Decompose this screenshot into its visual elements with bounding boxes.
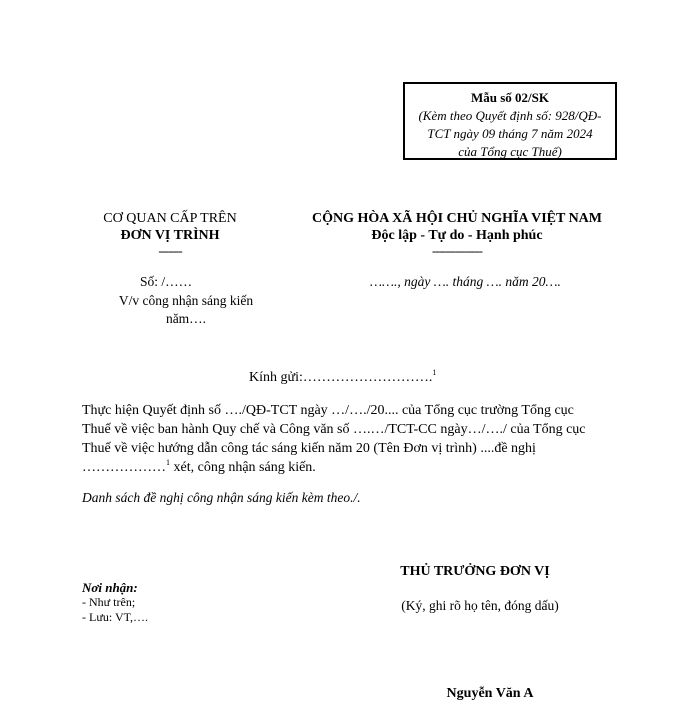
form-note-line-1: (Kèm theo Quyết định số: 928/QĐ- (418, 108, 602, 123)
body-line-1: Thực hiện Quyết định số …./QĐ-TCT ngày …/…./20.... của Tổng cục trường Tổng cục (82, 403, 574, 418)
distribution-item: - Như trên; (82, 595, 136, 609)
body-line-4 (82, 458, 622, 477)
attachment-note: Danh sách đề nghị công nhận sáng kiến kèm theo./. (82, 490, 361, 505)
distribution-list (82, 580, 148, 625)
form-code: Mẫu số 02/SK (470, 90, 549, 105)
signer-role: THỦ TRƯỞNG ĐƠN VỊ (400, 564, 550, 579)
unit-name: ĐƠN VỊ TRÌNH (120, 228, 220, 243)
body-line-2: Thuế về việc ban hành Quy chế và Công văn số ….…/TCT-CC ngày…/…./ của Tổng cục (82, 422, 586, 437)
national-header (282, 210, 632, 258)
recipient-label: Kính gửi:………………………. (249, 370, 433, 385)
distribution-item: - Lưu: VT,…. (82, 610, 149, 624)
recipient-line (249, 370, 436, 386)
national-divider: --------------- (432, 243, 482, 258)
agency-header (80, 210, 260, 258)
nation-title: CỘNG HÒA XÃ HỘI CHỦ NGHĨA VIỆT NAM (311, 211, 602, 226)
recipient-footnote: 1 (432, 368, 437, 377)
body-line-4-rest: xét, công nhận sáng kiến. (170, 460, 316, 475)
distribution-title: Nơi nhận: (82, 580, 138, 595)
form-note-line-3: của Tổng cục Thuế) (458, 144, 562, 159)
form-code-box (403, 82, 617, 160)
subject-line-2: năm…. (165, 311, 207, 326)
signer-name: Nguyễn Văn A (446, 686, 534, 701)
body-line-4-lead: ……………… (82, 460, 166, 475)
document-subject (96, 292, 276, 328)
body-line-3: Thuế về việc hướng dẫn công tác sáng kiến năm 20 (Tên Đơn vị trình) ....đề nghị (82, 441, 536, 456)
body-footnote: 1 (166, 458, 170, 467)
document-number: Số: /…… (140, 274, 193, 289)
agency-name: CƠ QUAN CẤP TRÊN (103, 211, 237, 226)
form-note-line-2: TCT ngày 09 tháng 7 năm 2024 (427, 126, 593, 141)
agency-divider: ------- (158, 243, 182, 258)
subject-line-1: V/v công nhận sáng kiến (118, 293, 254, 308)
signature-hint: (Ký, ghi rõ họ tên, đóng dấu) (401, 598, 559, 613)
body-paragraph (82, 401, 622, 477)
national-motto: Độc lập - Tự do - Hạnh phúc (371, 228, 543, 243)
document-date: ……., ngày …. tháng …. năm 20…. (370, 274, 561, 289)
